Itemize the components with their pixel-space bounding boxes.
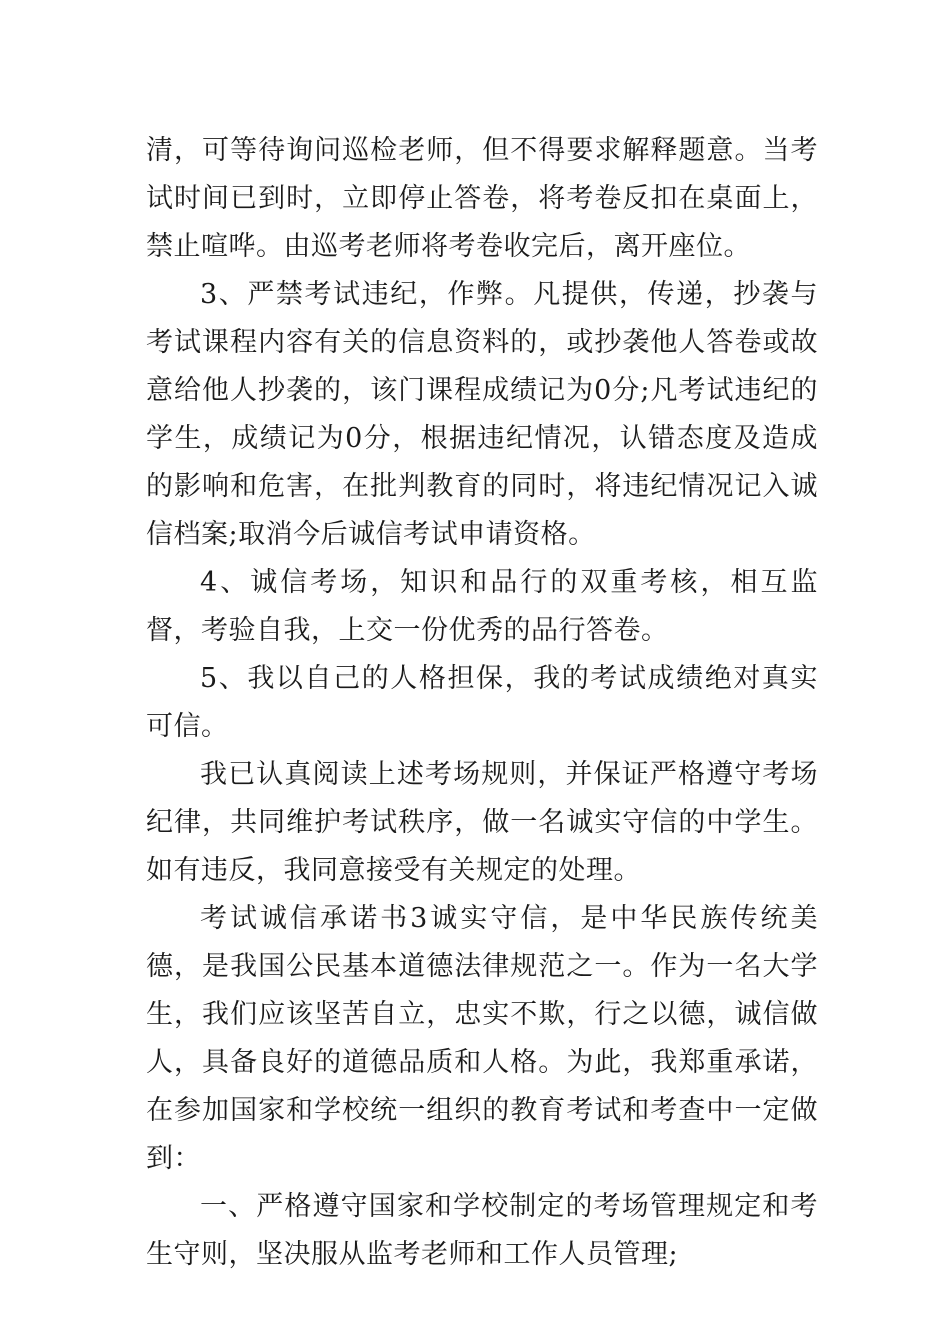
paragraph-rule-4: 4、诚信考场，知识和品行的双重考核，相互监督，考验自我，上交一份优秀的品行答卷。 (146, 567, 818, 646)
paragraph-item-1: 一、严格遵守国家和学校制定的考场管理规定和考生守则，坚决服从监考老师和工作人员管理; (146, 1191, 818, 1270)
paragraph-pledge: 我已认真阅读上述考场规则，并保证严格遵守考场纪律，共同维护考试秩序，做一名诚实守信的中学生。如有违反，我同意接受有关规定的处理。 (146, 759, 818, 886)
paragraph-rule-5: 5、我以自己的人格担保，我的考试成绩绝对真实可信。 (146, 663, 818, 742)
paragraph-continuation: 清，可等待询问巡检老师，但不得要求解释题意。当考试时间已到时，立即停止答卷，将考卷反扣在桌面上，禁止喧哗。由巡考老师将考卷收完后，离开座位。 (146, 135, 818, 262)
paragraph-rule-3: 3、严禁考试违纪，作弊。凡提供，传递，抄袭与考试课程内容有关的信息资料的，或抄袭他人答卷或故意给他人抄袭的，该门课程成绩记为0分;凡考试违纪的学生，成绩记为0分，根据违纪情况，认错态度及造成的影响和危害，在批判教育的同时，将违纪情况记入诚信档案;取消今后诚信考试申请资格。 (146, 279, 818, 550)
paragraph-commitment-3-intro: 考试诚信承诺书3诚实守信，是中华民族传统美德，是我国公民基本道德法律规范之一。作为一名大学生，我们应该坚苦自立，忠实不欺，行之以德，诚信做人，具备良好的道德品质和人格。为此，我郑重承诺，在参加国家和学校统一组织的教育考试和考查中一定做到： (146, 903, 818, 1174)
document-body (146, 127, 818, 1279)
